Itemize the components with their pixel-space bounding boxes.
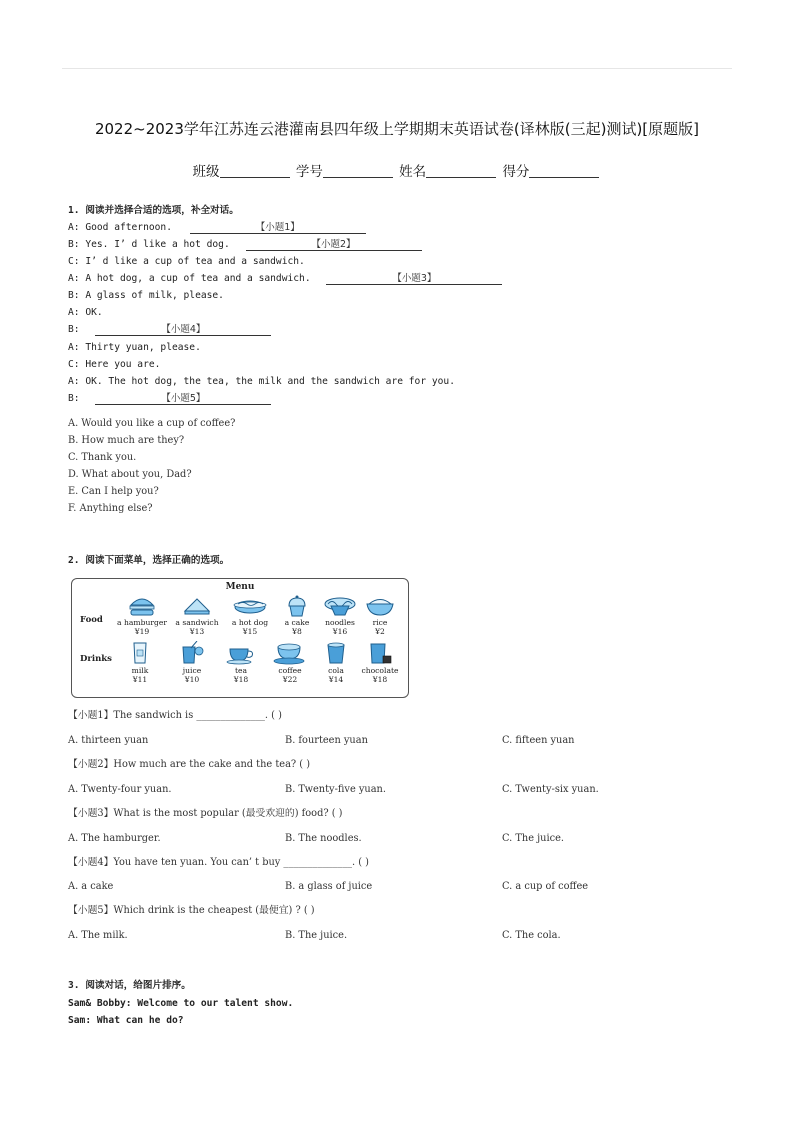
dialogue-line: C: I’ d like a cup of tea and a sandwich. bbox=[68, 256, 305, 267]
q2-option-b[interactable]: B. Twenty-five yuan. bbox=[285, 784, 386, 795]
score-label: 得分 bbox=[502, 164, 530, 180]
number-blank[interactable] bbox=[323, 163, 393, 178]
menu-item-cola: cola ¥14 bbox=[308, 641, 364, 684]
menu-item-coffee: coffee ¥22 bbox=[262, 641, 318, 684]
sandwich-icon bbox=[183, 595, 211, 617]
tea-icon bbox=[226, 641, 256, 665]
hot-dog-icon bbox=[233, 595, 267, 617]
dialogue-line: C: Here you are. bbox=[68, 359, 161, 370]
menu-item-cake: a cake ¥8 bbox=[269, 595, 325, 636]
name-label: 姓名 bbox=[399, 164, 427, 180]
menu-item-juice: juice ¥10 bbox=[164, 641, 220, 684]
menu-item-rice: rice ¥2 bbox=[352, 595, 408, 636]
section2-heading: 2. 阅读下面菜单，选择正确的选项。 bbox=[68, 555, 230, 566]
dialogue-line: A: Thirty yuan, please. bbox=[68, 342, 201, 353]
q4-option-b[interactable]: B. a glass of juice bbox=[285, 881, 373, 892]
dialogue-line: B: 【小题4】 bbox=[68, 324, 271, 336]
dialogue-line: B: 【小题5】 bbox=[68, 393, 271, 405]
menu-item-noodles: noodles ¥16 bbox=[312, 595, 368, 636]
dialogue-line: A: OK. bbox=[68, 307, 103, 318]
menu-item-sandwich: a sandwich ¥13 bbox=[169, 595, 225, 636]
question-3: 【小题3】What is the most popular (最受欢迎的) food? ( ) bbox=[68, 808, 343, 819]
cola-icon bbox=[325, 641, 347, 665]
answer-blank-4[interactable]: 【小题4】 bbox=[95, 324, 271, 336]
q3-option-b[interactable]: B. The noodles. bbox=[285, 833, 362, 844]
dialogue-line: A: Good afternoon. 【小题1】 bbox=[68, 222, 366, 234]
section3-line: Sam: What can he do? bbox=[68, 1015, 184, 1026]
class-blank[interactable] bbox=[220, 163, 290, 178]
coffee-icon bbox=[273, 641, 307, 665]
q1-option-c[interactable]: C. fifteen yuan bbox=[502, 735, 575, 746]
option-b: B. How much are they? bbox=[68, 435, 185, 446]
student-info bbox=[0, 160, 794, 180]
cake-icon bbox=[285, 595, 309, 617]
q3-option-c[interactable]: C. The juice. bbox=[502, 833, 565, 844]
q3-option-a[interactable]: A. The hamburger. bbox=[68, 833, 161, 844]
juice-icon bbox=[177, 641, 207, 665]
option-a: A. Would you like a cup of coffee? bbox=[68, 418, 236, 429]
question-2: 【小题2】How much are the cake and the tea? ( ) bbox=[68, 759, 311, 770]
q1-option-a[interactable]: A. thirteen yuan bbox=[68, 735, 149, 746]
menu-item-milk: milk ¥11 bbox=[112, 641, 168, 684]
dialogue-line: A: OK. The hot dog, the tea, the milk and the sandwich are for you. bbox=[68, 376, 455, 387]
question-5: 【小题5】Which drink is the cheapest (最便宜) ? ( ) bbox=[68, 905, 315, 916]
menu-card bbox=[71, 578, 409, 698]
answer-blank-5[interactable]: 【小题5】 bbox=[95, 393, 271, 405]
q5-option-c[interactable]: C. The cola. bbox=[502, 930, 561, 941]
menu-item-tea: tea ¥18 bbox=[213, 641, 269, 684]
menu-item-hamburger: a hamburger ¥19 bbox=[114, 595, 170, 636]
q4-option-a[interactable]: A. a cake bbox=[68, 881, 114, 892]
food-label: Food bbox=[80, 615, 103, 625]
score-blank[interactable] bbox=[529, 163, 599, 178]
rice-icon bbox=[365, 595, 395, 617]
menu-title: Menu bbox=[225, 582, 255, 592]
q1-option-b[interactable]: B. fourteen yuan bbox=[285, 735, 368, 746]
option-f: F. Anything else? bbox=[68, 503, 153, 514]
menu-item-hot-dog: a hot dog ¥15 bbox=[222, 595, 278, 636]
chocolate-icon bbox=[367, 641, 393, 665]
option-c: C. Thank you. bbox=[68, 452, 137, 463]
answer-blank-2[interactable]: 【小题2】 bbox=[246, 239, 422, 251]
section1-heading: 1. 阅读并选择合适的选项，补全对话。 bbox=[68, 205, 239, 216]
drinks-label: Drinks bbox=[80, 654, 112, 664]
option-d: D. What about you, Dad? bbox=[68, 469, 192, 480]
section3-heading: 3. 阅读对话，给图片排序。 bbox=[68, 980, 191, 991]
page-title: 2022~2023学年江苏连云港灌南县四年级上学期期末英语试卷(译林版(三起)测试)[原题版] bbox=[94, 120, 700, 138]
section3-line: Sam& Bobby: Welcome to our talent show. bbox=[68, 998, 294, 1009]
dialogue-line: B: Yes. I’ d like a hot dog. 【小题2】 bbox=[68, 239, 422, 251]
dialogue-line: B: A glass of milk, please. bbox=[68, 290, 224, 301]
dialogue-line: A: A hot dog, a cup of tea and a sandwich. 【小题3】 bbox=[68, 273, 502, 285]
milk-icon bbox=[129, 641, 151, 665]
q4-option-c[interactable]: C. a cup of coffee bbox=[502, 881, 589, 892]
q5-option-a[interactable]: A. The milk. bbox=[68, 930, 128, 941]
answer-blank-1[interactable]: 【小题1】 bbox=[190, 222, 366, 234]
menu-item-chocolate: chocolate ¥18 bbox=[352, 641, 408, 684]
answer-blank-3[interactable]: 【小题3】 bbox=[326, 273, 502, 285]
q2-option-c[interactable]: C. Twenty-six yuan. bbox=[502, 784, 599, 795]
question-1: 【小题1】The sandwich is ______________. ( ) bbox=[68, 710, 282, 721]
class-label: 班级 bbox=[192, 164, 220, 180]
number-label: 学号 bbox=[295, 164, 323, 180]
name-blank[interactable] bbox=[426, 163, 496, 178]
q2-option-a[interactable]: A. Twenty-four yuan. bbox=[68, 784, 172, 795]
hamburger-icon bbox=[128, 595, 156, 617]
question-4: 【小题4】You have ten yuan. You can’ t buy ______________. ( ) bbox=[68, 857, 369, 868]
option-e: E. Can I help you? bbox=[68, 486, 159, 497]
top-rule bbox=[62, 68, 732, 69]
q5-option-b[interactable]: B. The juice. bbox=[285, 930, 348, 941]
